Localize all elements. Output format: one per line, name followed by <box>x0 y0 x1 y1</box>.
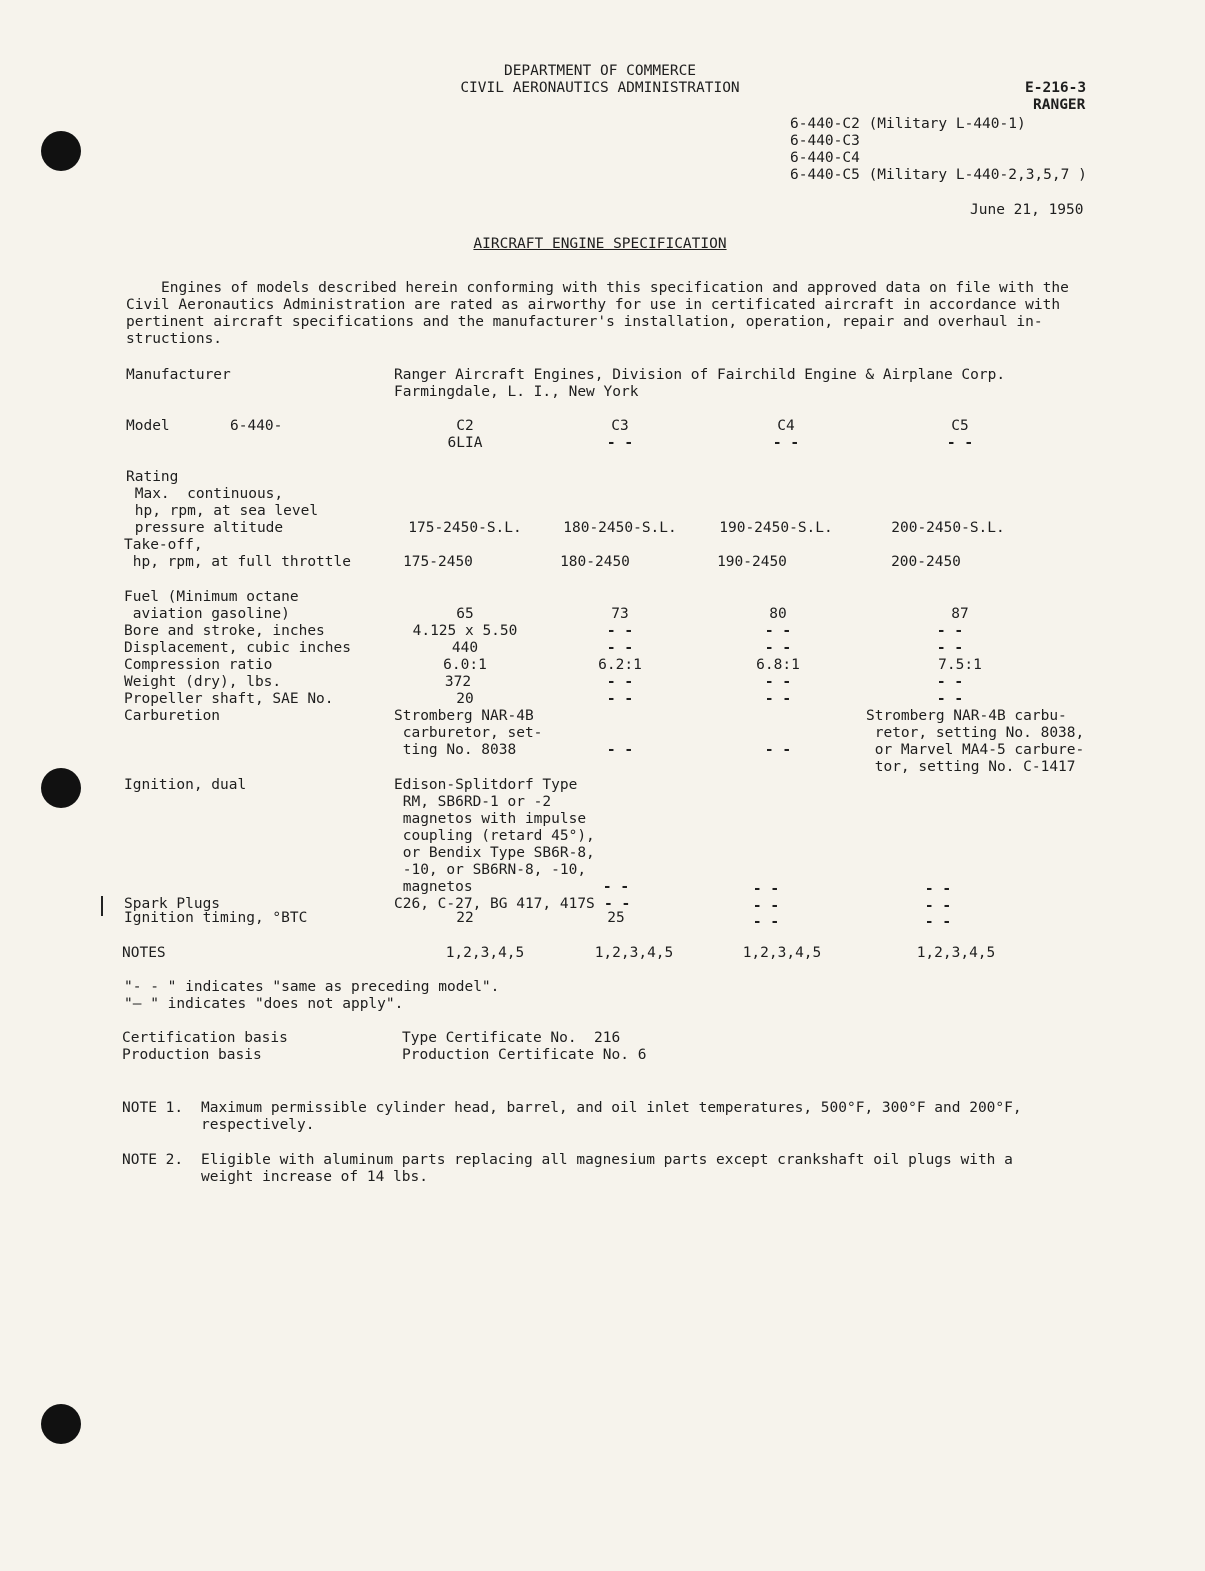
ignition-c5: - - <box>924 881 952 897</box>
rating-max-c5: 200-2450-S.L. <box>891 520 1005 536</box>
spec-row-value: 6.2:1 <box>598 657 642 673</box>
model-list-item: 6-440-C3 <box>790 133 860 149</box>
spec-row-value: 372 <box>444 674 472 690</box>
carburetion-c3: - - <box>606 742 634 758</box>
note-2-text: weight increase of 14 lbs. <box>201 1169 428 1185</box>
spark-plugs-c2: C26, C-27, BG 417, 417S <box>394 896 595 912</box>
rating-max-c4: 190-2450-S.L. <box>719 520 833 536</box>
model-sub-c3: - - <box>606 435 634 451</box>
spec-number: E-216-3 <box>1025 80 1087 96</box>
rating-max-line: hp, rpm, at sea level <box>126 503 319 519</box>
model-prefix: 6-440- <box>230 418 283 434</box>
intro-line: pertinent aircraft specifications and the manufacturer's installation, operation, repair and overhaul in- <box>126 314 1043 330</box>
spec-row-value: 7.5:1 <box>938 657 982 673</box>
ignition-timing-c4: - - <box>752 914 780 930</box>
model-list-item: 6-440-C2 (Military L-440-1) <box>790 116 1026 132</box>
spec-row-label: Displacement, cubic inches <box>124 640 351 656</box>
ignition-timing-c2: 22 <box>456 910 474 926</box>
punch-hole-bottom <box>41 1404 81 1444</box>
carburetion-label: Carburetion <box>124 708 221 724</box>
notes-row-c2: 1,2,3,4,5 <box>445 945 525 961</box>
notes-row-c3: 1,2,3,4,5 <box>594 945 674 961</box>
carburetion-c2: ting No. 8038 <box>394 742 517 758</box>
ignition-c2: magnetos with impulse <box>394 811 587 827</box>
model-sub-c2: 6LIA <box>447 435 483 451</box>
rating-takeoff-c2: 175-2450 <box>403 554 473 570</box>
note-1-text: Maximum permissible cylinder head, barrel, and oil inlet temperatures, 500°F, 300°F and 200°F, <box>201 1100 1022 1116</box>
note-2-text: Eligible with aluminum parts replacing all magnesium parts except crankshaft oil plugs with a <box>201 1152 1013 1168</box>
legend-not-apply: "— " indicates "does not apply". <box>124 996 404 1012</box>
fuel-label: Fuel (Minimum octane <box>124 589 299 605</box>
spark-plugs-c5: - - <box>924 898 952 914</box>
ignition-c2: Edison-Splitdorf Type <box>394 777 578 793</box>
spec-row-value: - - <box>764 640 792 656</box>
ignition-c2: -10, or SB6RN-8, -10, <box>394 862 587 878</box>
rating-takeoff-line: hp, rpm, at full throttle <box>124 554 351 570</box>
model-label: Model <box>126 418 170 434</box>
spec-row-label: Weight (dry), lbs. <box>124 674 282 690</box>
model-list-item: 6-440-C4 <box>790 150 860 166</box>
spark-plugs-c4: - - <box>752 898 780 914</box>
fuel-label: aviation gasoline) <box>124 606 290 622</box>
ignition-timing-c5: - - <box>924 914 952 930</box>
spec-row-value: - - <box>936 640 964 656</box>
rating-max-c3: 180-2450-S.L. <box>563 520 677 536</box>
model-column-c3: C3 <box>611 418 629 434</box>
ignition-c2: coupling (retard 45°), <box>394 828 595 844</box>
model-sub-c4: - - <box>772 435 800 451</box>
ignition-timing-label: Ignition timing, °BTC <box>124 910 308 926</box>
spec-row-label: Compression ratio <box>124 657 273 673</box>
manufacturer-name: Ranger Aircraft Engines, Division of Fairchild Engine & Airplane Corp. <box>394 367 1006 383</box>
fuel-c4: 80 <box>769 606 787 622</box>
carburetion-c5: Stromberg NAR-4B carbu- <box>866 708 1067 724</box>
spark-plugs-c3: - - <box>604 896 631 912</box>
document-title: AIRCRAFT ENGINE SPECIFICATION <box>473 236 727 252</box>
spec-row-value: 6.8:1 <box>756 657 800 673</box>
carburetion-c5: or Marvel MA4-5 carbure- <box>866 742 1085 758</box>
ignition-c2: magnetos <box>394 879 473 895</box>
production-basis-label: Production basis <box>122 1047 262 1063</box>
spec-row-value: - - <box>606 674 634 690</box>
ignition-c2: RM, SB6RD-1 or -2 <box>394 794 552 810</box>
model-sub-c5: - - <box>946 435 974 451</box>
notes-row-c5: 1,2,3,4,5 <box>916 945 996 961</box>
intro-line: Civil Aeronautics Administration are rated as airworthy for use in certificated aircraft in accordance with <box>126 297 1061 313</box>
carburetion-c5: tor, setting No. C-1417 <box>866 759 1076 775</box>
model-list-item: 6-440-C5 (Military L-440-2,3,5,7 ) <box>790 167 1087 183</box>
note-1-text: respectively. <box>201 1117 315 1133</box>
certification-basis-label: Certification basis <box>122 1030 288 1046</box>
maker-name: RANGER <box>1033 97 1086 113</box>
intro-line: structions. <box>126 331 223 347</box>
spec-row-value: - - <box>936 691 964 707</box>
carburetion-c5: retor, setting No. 8038, <box>866 725 1085 741</box>
spec-row-value: - - <box>606 691 634 707</box>
model-column-c5: C5 <box>951 418 969 434</box>
spec-row-value: 440 <box>451 640 479 656</box>
production-basis-value: Production Certificate No. 6 <box>402 1047 647 1063</box>
spec-row-value: - - <box>606 623 634 639</box>
rating-takeoff-c4: 190-2450 <box>717 554 787 570</box>
punch-hole-middle <box>41 768 81 808</box>
fuel-c2: 65 <box>456 606 474 622</box>
spark-plugs-label: Spark Plugs <box>124 896 221 912</box>
rating-label: Rating <box>126 469 179 485</box>
spec-row-label: Propeller shaft, SAE No. <box>124 691 334 707</box>
department-heading: DEPARTMENT OF COMMERCE <box>503 63 697 79</box>
carburetion-c4: - - <box>764 742 792 758</box>
spec-row-value: - - <box>764 674 792 690</box>
rating-max-c2: 175-2450-S.L. <box>408 520 522 536</box>
spec-row-value: 20 <box>456 691 474 707</box>
fuel-c3: 73 <box>611 606 629 622</box>
notes-row-c4: 1,2,3,4,5 <box>742 945 822 961</box>
ignition-label: Ignition, dual <box>124 777 247 793</box>
administration-heading: CIVIL AERONAUTICS ADMINISTRATION <box>460 80 740 96</box>
spec-row-value: - - <box>606 640 634 656</box>
spec-row-value: - - <box>764 623 792 639</box>
rating-takeoff-line: Take-off, <box>124 537 203 553</box>
spec-row-value: 4.125 x 5.50 <box>412 623 518 639</box>
ignition-c3: - - <box>602 879 630 895</box>
document-date: June 21, 1950 <box>970 202 1084 218</box>
spec-row-value: - - <box>764 691 792 707</box>
manufacturer-address: Farmingdale, L. I., New York <box>394 384 639 400</box>
carburetion-c2: carburetor, set- <box>394 725 543 741</box>
spec-row-value: - - <box>936 623 964 639</box>
ignition-timing-c3: 25 <box>607 910 625 926</box>
notes-row-label: NOTES <box>122 945 166 961</box>
intro-line: Engines of models described herein conforming with this specification and approved data on file with the <box>161 280 1069 296</box>
rating-takeoff-c5: 200-2450 <box>891 554 961 570</box>
margin-mark <box>101 896 103 916</box>
ignition-c2: or Bendix Type SB6R-8, <box>394 845 595 861</box>
model-column-c2: C2 <box>456 418 474 434</box>
punch-hole-top <box>41 131 81 171</box>
carburetion-c2: Stromberg NAR-4B <box>394 708 534 724</box>
note-1-label: NOTE 1. <box>122 1100 184 1116</box>
note-2-label: NOTE 2. <box>122 1152 184 1168</box>
rating-max-line: pressure altitude <box>126 520 284 536</box>
legend-same: "- - " indicates "same as preceding model". <box>124 979 500 995</box>
certification-basis-value: Type Certificate No. 216 <box>402 1030 621 1046</box>
model-column-c4: C4 <box>777 418 795 434</box>
fuel-c5: 87 <box>951 606 969 622</box>
spec-row-value: 6.0:1 <box>443 657 487 673</box>
spec-row-label: Bore and stroke, inches <box>124 623 325 639</box>
ignition-c4: - - <box>752 881 780 897</box>
rating-max-line: Max. continuous, <box>126 486 284 502</box>
manufacturer-label: Manufacturer <box>126 367 231 383</box>
spec-row-value: - - <box>936 674 964 690</box>
rating-takeoff-c3: 180-2450 <box>560 554 630 570</box>
